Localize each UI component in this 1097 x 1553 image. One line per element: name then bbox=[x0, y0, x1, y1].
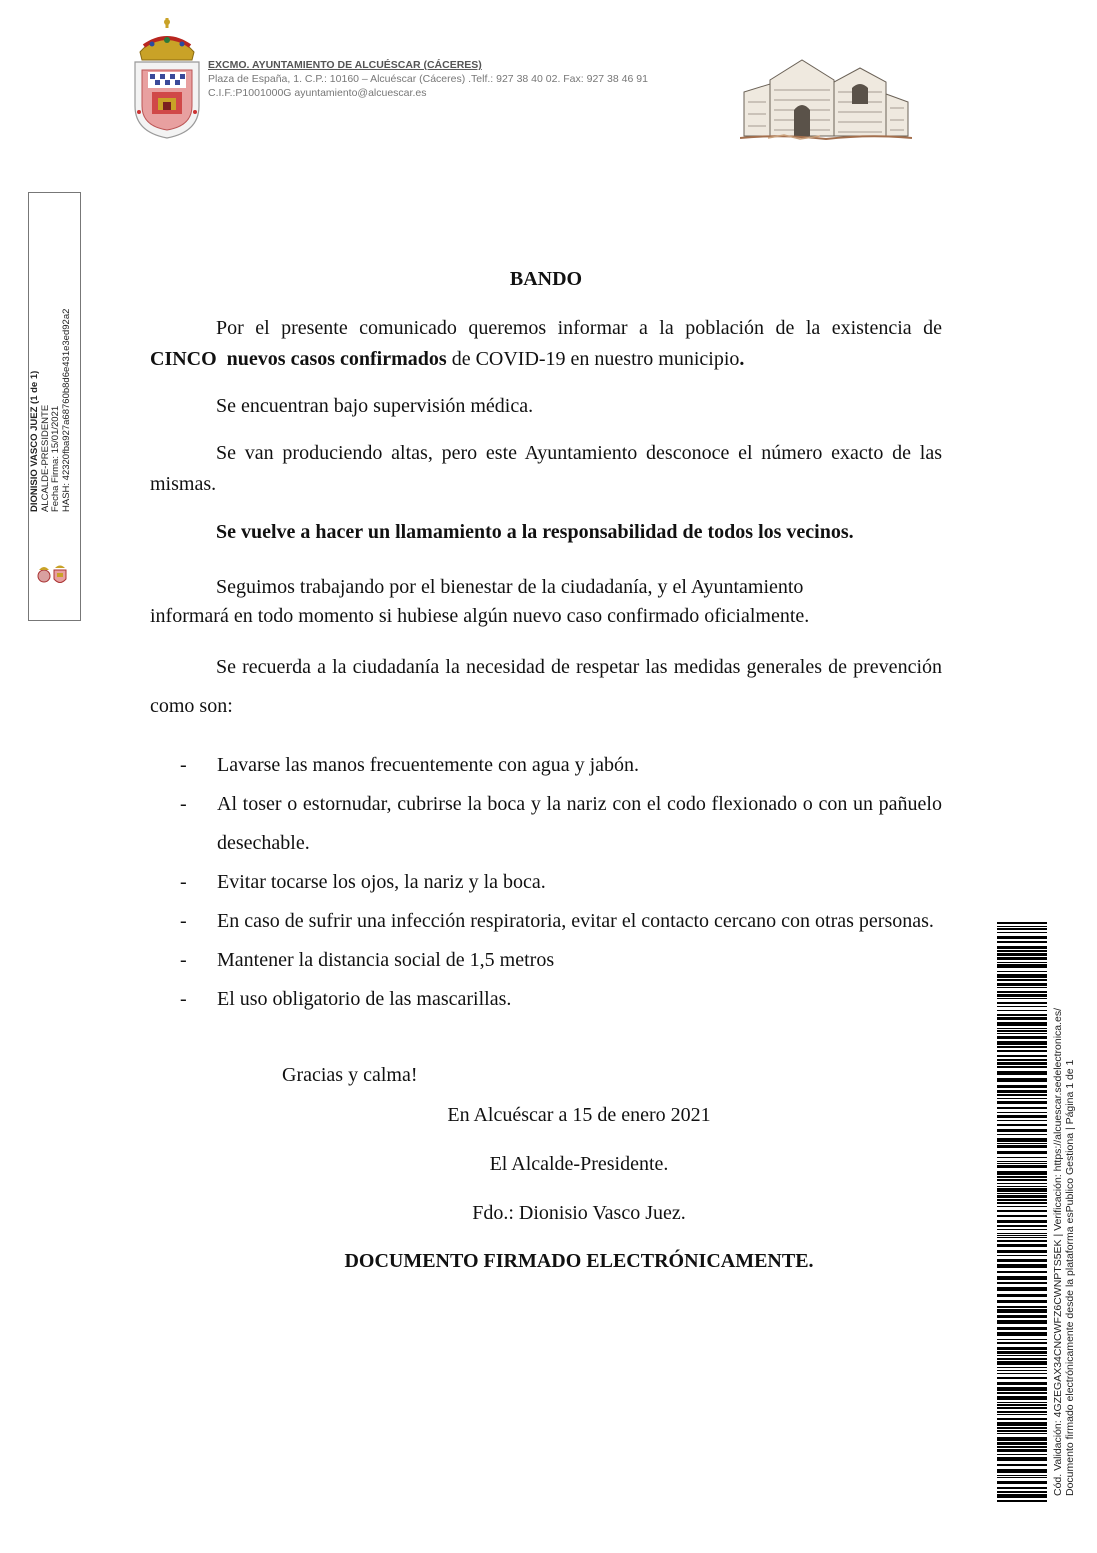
paragraph-wellbeing-line2: informará en todo momento si hubiese algún nuevo caso confirmado oficialmente. bbox=[150, 605, 810, 627]
paragraph-cases-period: . bbox=[739, 348, 745, 370]
list-item: - El uso obligatorio de las mascarillas. bbox=[180, 988, 512, 1010]
paragraph-supervision: Se encuentran bajo supervisión médica. bbox=[216, 395, 534, 417]
signer-role-stamp: ALCALDE-PRESIDENTE bbox=[39, 404, 51, 512]
closing-line: Gracias y calma! bbox=[282, 1064, 418, 1086]
paragraph-cases-end: de COVID-19 en nuestro municipio bbox=[446, 348, 740, 370]
paragraph-wellbeing bbox=[150, 573, 942, 631]
signer-name-stamp: DIONISIO VASCO JUEZ (1 de 1) bbox=[29, 370, 40, 512]
small-coat-of-arms-icon bbox=[34, 562, 74, 588]
signer-role: El Alcalde-Presidente. bbox=[489, 1153, 669, 1175]
signature-date: Fecha Firma: 15/01/2021 bbox=[50, 405, 61, 512]
validation-platform: Documento firmado electrónicamente desde la plataforma esPublico Gestiona | Página 1 de 1 bbox=[1064, 1059, 1076, 1496]
list-item: - Mantener la distancia social de 1,5 metros bbox=[180, 949, 555, 971]
list-item: - Lavarse las manos frecuentemente con agua y jabón. bbox=[180, 754, 640, 776]
paragraph-wellbeing-line1: Seguimos trabajando por el bienestar de la ciudadanía, y el Ayuntamiento bbox=[216, 576, 804, 598]
paragraph-prevention: Se recuerda a la ciudadanía la necesidad de respetar las medidas generales de prevención como son: bbox=[150, 656, 942, 717]
signature-hash: HASH: 42320fba927a68760b8d6e431e3ed92a2 bbox=[60, 308, 72, 512]
coat-of-arms-logo bbox=[130, 16, 204, 142]
list-item: - Al toser o estornudar, cubrirse la boca y la nariz con el codo flexionado o con un pañuelo desechable. bbox=[180, 793, 942, 854]
signature-stamp-text bbox=[30, 182, 72, 512]
church-illustration bbox=[740, 44, 912, 140]
list-item: - En caso de sufrir una infección respiratoria, evitar el contacto cercano con otras personas. bbox=[180, 910, 934, 932]
list-item: - Evitar tocarse los ojos, la nariz y la boca. bbox=[180, 871, 546, 893]
paragraph-responsibility: Se vuelve a hacer un llamamiento a la responsabilidad de todos los vecinos. bbox=[216, 521, 854, 543]
electronic-signature-notice: DOCUMENTO FIRMADO ELECTRÓNICAMENTE. bbox=[344, 1250, 814, 1272]
validation-text bbox=[1052, 1008, 1076, 1496]
letterhead-address: Plaza de España, 1. C.P.: 10160 – Alcuéscar (Cáceres) .Telf.: 927 38 40 02. Fax: 927 38 46 91 bbox=[208, 73, 648, 85]
cases-count-highlight: CINCO nuevos casos confirmados bbox=[150, 348, 447, 370]
prevention-list bbox=[180, 746, 942, 1019]
place-date: En Alcuéscar a 15 de enero 2021 bbox=[447, 1104, 711, 1126]
document-title: BANDO bbox=[509, 268, 583, 290]
signer-name: Fdo.: Dionisio Vasco Juez. bbox=[472, 1202, 686, 1224]
validation-code: Cód. Validación: 4GZEGAX34CNCWFZ6CWNPTS5EK | Verificación: https://alcuescar.sedelectronica.es/ bbox=[1052, 1007, 1064, 1496]
paragraph-cases bbox=[150, 313, 942, 375]
validation-barcode bbox=[997, 922, 1047, 1502]
letterhead-title: EXCMO. AYUNTAMIENTO DE ALCUÉSCAR (CÁCERES) bbox=[208, 59, 482, 71]
letterhead bbox=[208, 58, 648, 100]
paragraph-discharges: Se van produciendo altas, pero este Ayuntamiento desconoce el número exacto de las mismas. bbox=[150, 442, 942, 495]
paragraph-cases-start: Por el presente comunicado queremos informar a la población de la existencia de bbox=[216, 317, 942, 339]
letterhead-cif-email: C.I.F.:P1001000G ayuntamiento@alcuescar.es bbox=[208, 87, 427, 99]
